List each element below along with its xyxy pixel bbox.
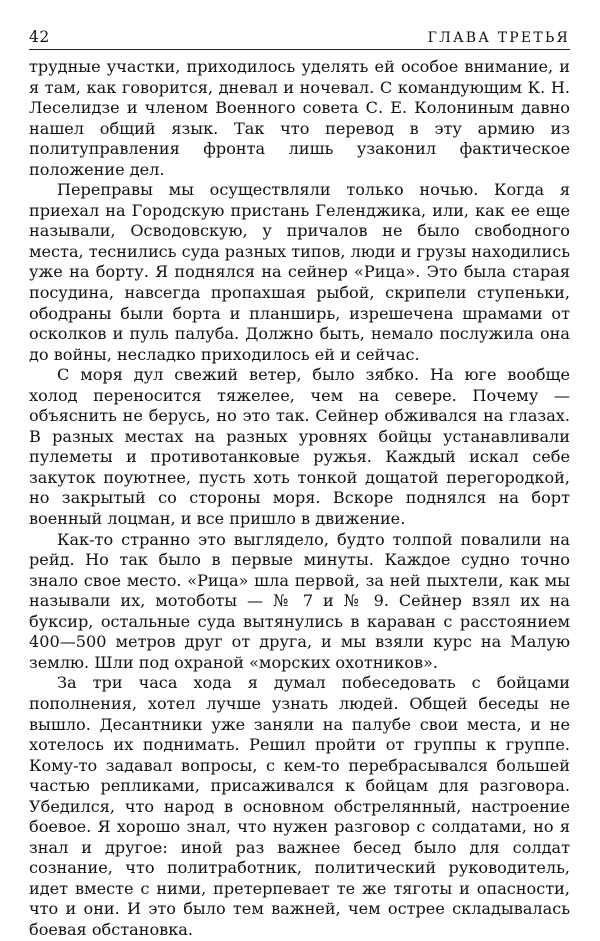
paragraph: Как-то странно это выглядело, будто толпой повалили на рейд. Но так было в первые минуты. Каждое судно точно знало свое место. «Рица» шла первой, за ней пыхтели, как мы называли их, мотоботы — № 7 и № 9. Сейнер взял их на буксир, остальные суда вытянулись в караван с расстоянием 400—500 метров друг от друга, и мы взяли курс на Малую землю. Шли под охраной «морских охотников». (29, 529, 570, 672)
paragraph-continued: трудные участки, приходилось уделять ей особое внимание, и я там, как говорится, дневал и ночевал. С командующим К. Н. Леселидзе и членом Военного совета С. Е. Колониным давно нашел общий язык. Так что перевод в эту армию из политуправления фронта лишь узаконил фактическое положение дел. (29, 57, 570, 179)
paragraph: За три часа хода я думал побеседовать с бойцами пополнения, хотел лучше узнать людей. Общей беседы не вышло. Десантники уже заняли на палубе свои места, и не хотелось их поднимать. Решил пройти от группы к группе. Кому-то задавал вопросы, с кем-то перебрасывался большей частью репликами, присаживался к бойцам для разговора. Убедился, что народ в основном обстрелянный, настроение боевое. Я хорошо знал, что нужен разговор с солдатами, но я знал и другое: иной раз важнее бесед было для солдат сознание, что политработник, политический руководитель, идет вместе с ними, претерпевает те же тяготы и опасности, что и они. И это было тем важней, чем острее складывалась боевая обстановка. (29, 673, 570, 939)
book-page (29, 28, 570, 941)
paragraph: Переправы мы осуществляли только ночью. Когда я приехал на Городскую пристань Геленджика, или, как ее еще называли, Осводовскую, у причалов не было свободного места, теснились суда разных типов, люди и грузы находились уже на борту. Я поднялся на сейнер «Рица». Это была старая посудина, навсегда пропахшая рыбой, скрипели ступеньки, ободраны были борта и планширь, изрешечена шрамами от осколков и пуль палуба. Должно быть, немало послужила она до войны, несладко приходилось ей и сейчас. (29, 180, 570, 364)
paragraph: С моря дул свежий ветер, было зябко. На юге вообще холод переносится тяжелее, чем на севере. Почему — объяснить не берусь, но это так. Сейнер обживался на глазах. В разных местах на разных уровнях бойцы устанавливали пулеметы и противотанковые ружья. Каждый искал себе закуток поуютнее, пусть хоть тонкой дощатой перегородкой, но закрытый со стороны моря. Вскоре поднялся на борт военный лоцман, и все пришло в движение. (29, 365, 570, 529)
running-head (29, 28, 570, 50)
chapter-title: ГЛАВА ТРЕТЬЯ (427, 30, 570, 46)
page-number: 42 (29, 28, 50, 46)
